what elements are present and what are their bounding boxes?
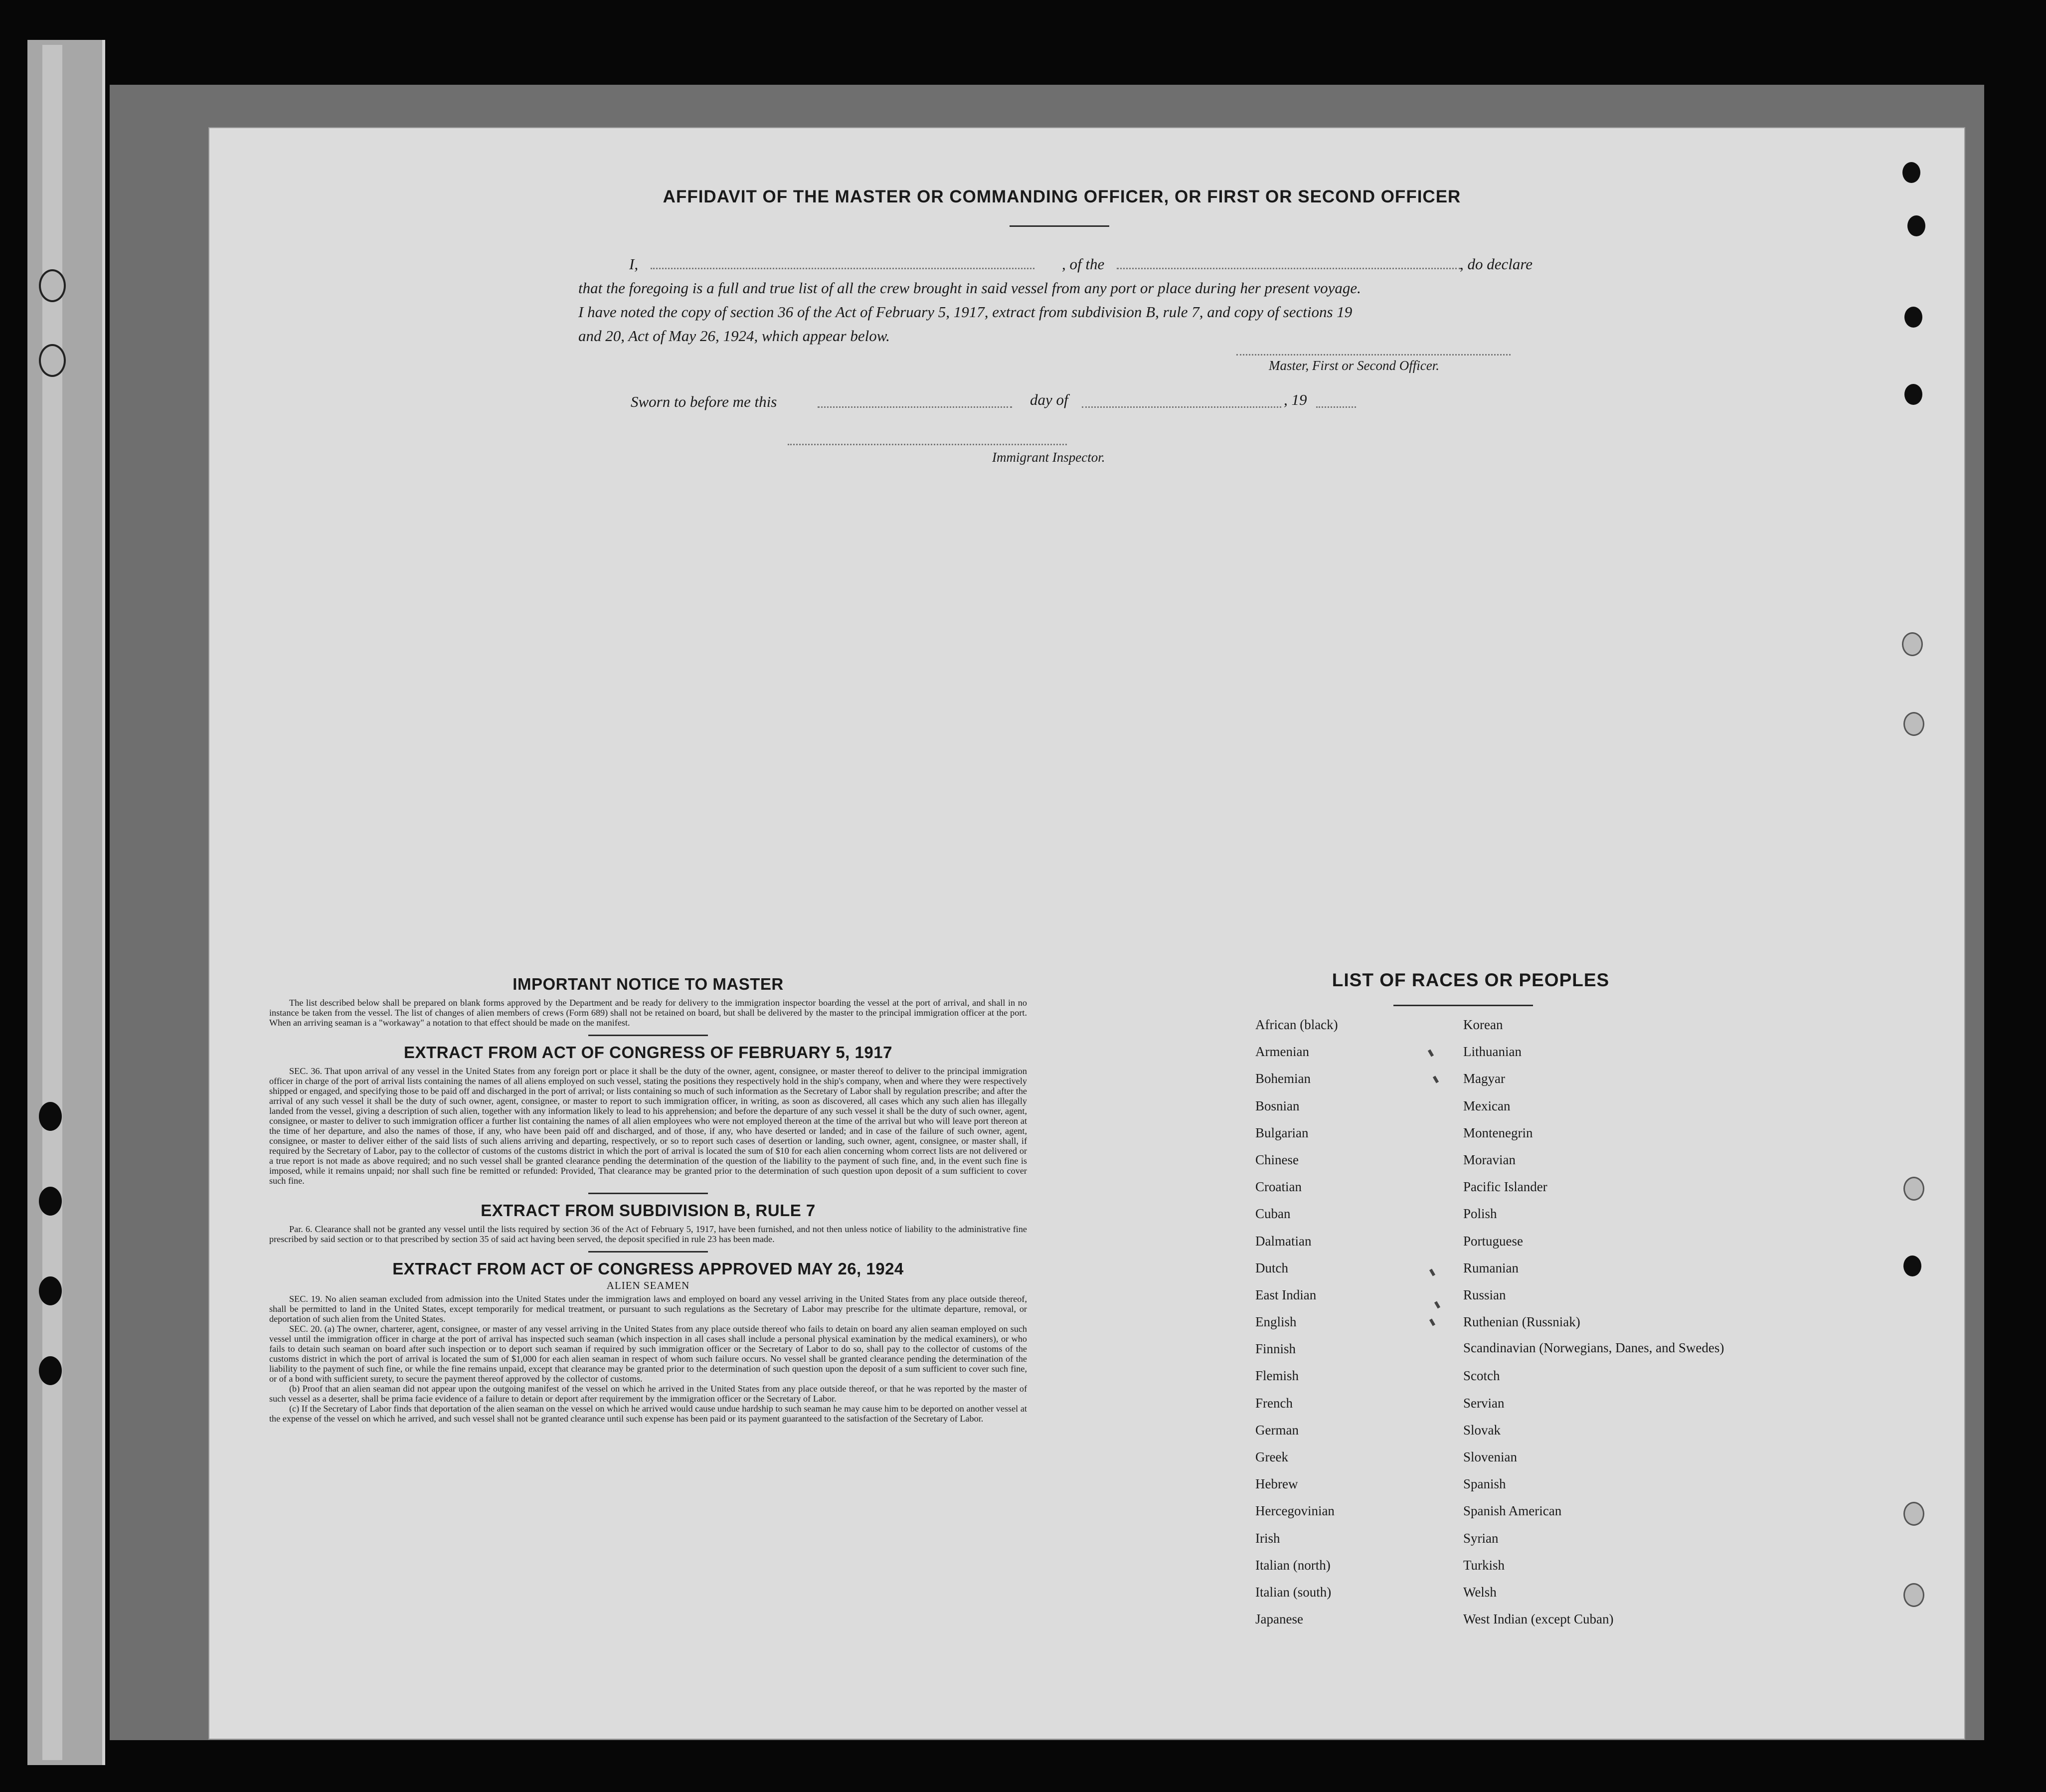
race-item: English	[1255, 1314, 1297, 1330]
race-item: Slovak	[1463, 1422, 1501, 1437]
affidavit-declare-label: , do declare	[1460, 255, 1533, 273]
notice-body: The list described below shall be prepared on blank forms approved by the Department and be ready for delivery to the immigration inspector boarding the vessel at the port of arrival, and shall in no instance be taken from the vessel. The list of changes of alien members of crews (Form 689) shall not be retained on board, but shall be delivered by the master to the principal immigration officer at the port. When an arriving seaman is a "workaway" a notation to that effect should be made on the manifest.	[269, 998, 1027, 1028]
affidavit-of-label: , of the	[1062, 255, 1105, 273]
sec19-body: SEC. 19. No alien seaman excluded from admission into the United States under the immigration laws and employed on board any vessel arriving in the United States from any place outside thereof, shall be permitted to land in the United States, except temporarily for medical treatment, or pursuant to such regulations as the Secretary of Labor may prescribe for the ultimate departure, removal, or deportation of such alien from the United States.	[269, 1294, 1027, 1324]
race-item: Moravian	[1463, 1152, 1516, 1167]
race-item: Japanese	[1255, 1612, 1303, 1627]
race-item: Croatian	[1255, 1179, 1302, 1195]
races-right-column	[1463, 1017, 1724, 1638]
inspector-label: Immigrant Inspector.	[992, 450, 1105, 465]
race-item: Italian (south)	[1255, 1584, 1332, 1600]
notice-column	[269, 975, 1027, 1424]
sec20b-body: (b) Proof that an alien seaman did not appear upon the outgoing manifest of the vessel on which he arrived in the United States from any place outside thereof, or that he was reported by the master of such vessel as a deserter, shall be prima facie evidence of a failure to detain or deport after requirement by the immigration officer or the Secretary of Labor.	[269, 1384, 1027, 1404]
race-item: Italian (north)	[1255, 1557, 1331, 1573]
sec20c-body: (c) If the Secretary of Labor finds that deportation of the alien seaman on the vessel on which he arrived would cause undue hardship to such seaman he may cause him to be deported on another vessel at the expense of the vessel on which he arrived, and such vessel shall not be granted clearance until such expense has been paid or its payment guaranteed to the satisfaction of the Secretary of Labor.	[269, 1404, 1027, 1424]
race-item: Scotch	[1463, 1368, 1500, 1384]
punch-hole	[1904, 384, 1922, 405]
race-item: Servian	[1463, 1395, 1505, 1411]
punch-hole	[1904, 307, 1922, 328]
race-item: Hebrew	[1255, 1476, 1298, 1492]
left-binding-strip	[27, 40, 105, 1765]
race-item: Russian	[1463, 1287, 1506, 1302]
year-blank	[1316, 406, 1356, 408]
race-item: Montenegrin	[1463, 1125, 1533, 1140]
race-item: Spanish	[1463, 1476, 1506, 1492]
race-item: Turkish	[1463, 1557, 1505, 1573]
race-item: Mexican	[1463, 1098, 1511, 1113]
race-item: West Indian (except Cuban)	[1463, 1612, 1614, 1627]
race-item: Scandinavian (Norwegians, Danes, and Swedes)	[1463, 1340, 1724, 1356]
race-item: Dutch	[1255, 1260, 1288, 1275]
left-binding-strip-edge	[42, 45, 62, 1760]
race-item: French	[1255, 1395, 1293, 1411]
day-of-label: day of	[1030, 391, 1068, 408]
race-item: Bosnian	[1255, 1098, 1300, 1113]
extract-rule7-body: Par. 6. Clearance shall not be granted any vessel until the lists required by section 36 of the Act of February 5, 1917, have been furnished, and not then unless notice of liability to the administrative fine prescribed by said section or to that prescribed by section 35 of said act having been served, the deposit specified in rule 23 has been made.	[269, 1224, 1027, 1244]
race-item: African (black)	[1255, 1017, 1338, 1032]
race-item: Hercegovinian	[1255, 1503, 1335, 1519]
race-item: Welsh	[1463, 1584, 1497, 1600]
race-item: Armenian	[1255, 1044, 1309, 1060]
race-item: Korean	[1463, 1017, 1503, 1032]
name-blank	[651, 268, 1034, 269]
affidavit-line2: that the foregoing is a full and true list of all the crew brought in said vessel from any port or place during her present voyage.	[578, 279, 1361, 297]
races-left-column	[1255, 1017, 1338, 1638]
sworn-label: Sworn to before me this	[631, 393, 777, 410]
master-signature-line	[1236, 354, 1511, 356]
extract-rule7-title: EXTRACT FROM SUBDIVISION B, RULE 7	[481, 1201, 816, 1220]
binding-hole	[39, 1102, 62, 1131]
races-rule	[1393, 1005, 1533, 1006]
sec20a-body: SEC. 20. (a) The owner, charterer, agent, consignee, or master of any vessel arriving in the United States from any place outside thereof who fails to detain on board any alien seaman employed on such vessel until the immigration officer in charge at the port of arrival has inspected such seaman (which inspection in all cases shall include a personal physical examination by the medical examiners), or who fails to detain such seaman on board after such inspection or to deport such seaman if required by such immigration officer or the Secretary of Labor to do so, shall pay to the collector of customs of the customs district in which the port of arrival is located the sum of $1,000 for each alien seaman in respect of whom such failure occurs. No vessel shall be granted clearance pending the determination of the liability to the payment of such fine, or while the fine remains unpaid, except that clearance may be granted prior to the determination of such question upon the deposit of a sum sufficient to cover such fine, or of a bond with sufficient surety, to secure the payment thereof approved by the collector of customs.	[269, 1324, 1027, 1384]
binding-hole	[39, 1276, 62, 1305]
race-item: Syrian	[1463, 1530, 1499, 1546]
binding-hole	[39, 1356, 62, 1385]
section-rule	[588, 1193, 708, 1194]
vessel-blank	[1117, 268, 1461, 269]
section-rule	[588, 1035, 708, 1036]
race-item: Cuban	[1255, 1206, 1291, 1222]
race-item: Magyar	[1463, 1071, 1505, 1086]
race-item: German	[1255, 1422, 1299, 1437]
race-item: Pacific Islander	[1463, 1179, 1547, 1195]
punch-hole	[1903, 712, 1924, 736]
race-item: Flemish	[1255, 1368, 1299, 1384]
alien-seamen-subtitle: ALIEN SEAMEN	[606, 1279, 690, 1291]
race-item: Ruthenian (Russniak)	[1463, 1314, 1580, 1330]
race-item: Lithuanian	[1463, 1044, 1522, 1060]
punch-hole	[1907, 215, 1925, 236]
extract-1917-title: EXTRACT FROM ACT OF CONGRESS OF FEBRUARY 5, 1917	[404, 1043, 892, 1062]
affidavit-i-label: I,	[629, 255, 639, 273]
binding-hole	[39, 344, 66, 377]
punch-hole	[1902, 632, 1923, 656]
race-item: Polish	[1463, 1206, 1497, 1222]
punch-hole	[1902, 162, 1920, 183]
extract-1924-title: EXTRACT FROM ACT OF CONGRESS APPROVED MAY 26, 1924	[392, 1259, 904, 1278]
race-item: Rumanian	[1463, 1260, 1519, 1275]
race-item: Slovenian	[1463, 1449, 1517, 1464]
races-title: LIST OF RACES OR PEOPLES	[1332, 970, 1610, 990]
race-item: Spanish American	[1463, 1503, 1562, 1519]
race-item: Finnish	[1255, 1341, 1296, 1357]
affidavit-line3: I have noted the copy of section 36 of the Act of February 5, 1917, extract from subdivision B, rule 7, and copy of sections 19	[578, 303, 1353, 321]
race-item: Bulgarian	[1255, 1125, 1309, 1140]
race-item: Portuguese	[1463, 1233, 1523, 1249]
race-item: Bohemian	[1255, 1071, 1311, 1086]
affidavit-line4: and 20, Act of May 26, 1924, which appear below.	[578, 327, 890, 345]
race-item: Dalmatian	[1255, 1233, 1312, 1249]
punch-hole	[1903, 1502, 1924, 1526]
notice-title: IMPORTANT NOTICE TO MASTER	[512, 975, 784, 993]
section-rule	[588, 1251, 708, 1253]
punch-hole	[1903, 1255, 1921, 1276]
title-rule	[1010, 225, 1109, 227]
affidavit-title: AFFIDAVIT OF THE MASTER OR COMMANDING OFFICER, OR FIRST OR SECOND OFFICER	[663, 187, 1461, 206]
punch-hole	[1903, 1583, 1924, 1607]
inspector-signature-line	[788, 444, 1067, 445]
punch-hole	[1903, 1177, 1924, 1201]
extract-1917-body: SEC. 36. That upon arrival of any vessel in the United States from any foreign port or place it shall be the duty of the owner, agent, consignee, or master thereof to deliver to the principal immigration officer in charge of the port of arrival lists containing the names of all aliens employed on such vessel, stating the positions they respectively hold in the ship's company, when and where they were respectively shipped or engaged, and specifying those to be paid off and discharged in the port of arrival; or lists containing so much of such information as the Secretary of Labor shall by regulation prescribe; and after the arrival of any such vessel it shall be the duty of such owner, agent, consignee, or master to report to such immigration officer, in writing, as soon as discovered, all cases which any such alien has illegally landed from the vessel, giving a description of such alien, together with any information likely to lead to his apprehension; and before the departure of any such vessel it shall be the duty of such owner, agent, consignee, or master to deliver to such immigration officer a further list containing the names of all alien employees who were not employed thereon at the time of the arrival but who will leave port thereon at the time of her departure, and also the names of those, if any, who have been paid off and discharged, and of those, if any, who have deserted or landed; and in case of the failure of such owner, agent, consignee, or master to deliver either of the said lists of such aliens arriving and departing, respectively, or so to report such cases of desertion or landing, such owner, agent, consignee, or master shall, if required by the Secretary of Labor, pay to the collector of customs of the customs district in which the port of arrival is located the sum of $10 for each alien concerning whom correct lists are not delivered or a true report is not made as above required; and no such vessel shall be granted clearance pending the determination of the question of the liability to the payment of such fine, and, in the event such fine is imposed, while it remains unpaid; nor shall such fine be remitted or refunded: Provided, That clearance may be granted prior to the determination of such question upon deposit of a sum sufficient to cover such fine.	[269, 1066, 1027, 1186]
race-item: Greek	[1255, 1449, 1288, 1464]
month-blank	[1082, 406, 1281, 408]
race-item: East Indian	[1255, 1287, 1317, 1302]
day-blank	[818, 406, 1012, 408]
master-signature-label: Master, First or Second Officer.	[1269, 358, 1439, 373]
binding-hole	[39, 1187, 62, 1216]
race-item: Irish	[1255, 1530, 1280, 1546]
year-label: , 19	[1284, 391, 1307, 408]
binding-hole	[39, 269, 66, 302]
race-item: Chinese	[1255, 1152, 1299, 1167]
